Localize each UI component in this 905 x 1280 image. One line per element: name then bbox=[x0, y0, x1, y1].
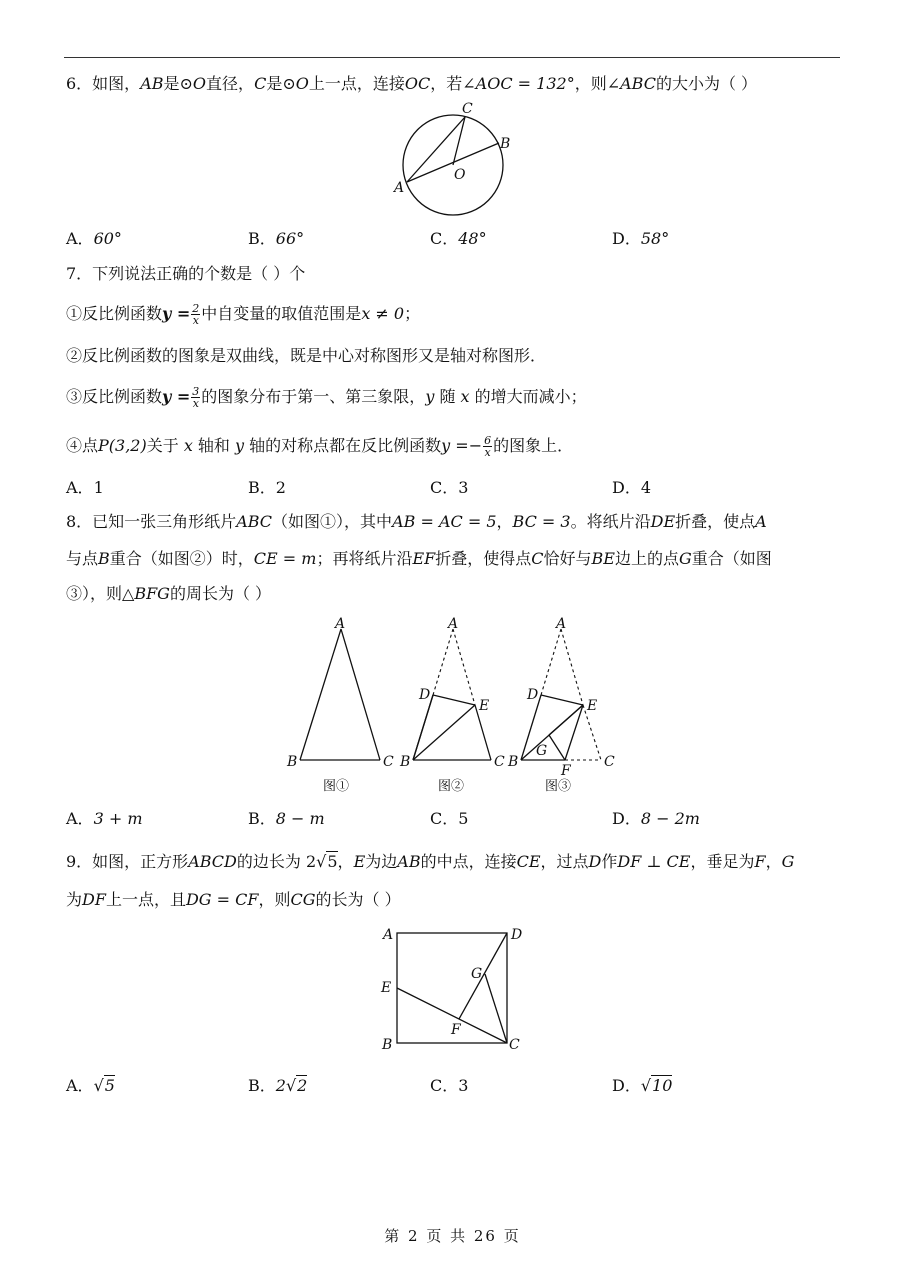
label-g: G bbox=[471, 966, 483, 982]
q7-option-b[interactable]: B．2 bbox=[248, 478, 286, 497]
label-a: A bbox=[383, 927, 394, 943]
q7-statement-2: ②反比例函数的图象是双曲线，既是中心对称图形又是轴对称图形． bbox=[66, 346, 547, 365]
label-f: F bbox=[451, 1022, 461, 1038]
f3-label-f: F bbox=[561, 763, 571, 779]
f3-label-b: B bbox=[508, 754, 519, 770]
page-footer: 第 2 页 共 26 页 bbox=[384, 1227, 521, 1245]
f3-label-a: A bbox=[556, 616, 567, 632]
q9-stem-line-2: 为DF上一点，且DG = CF，则CG的长为（ ） bbox=[66, 890, 401, 909]
q9-option-a[interactable]: A．√5 bbox=[66, 1076, 115, 1095]
segment-cg bbox=[485, 974, 507, 1043]
q7-option-d[interactable]: D．4 bbox=[612, 478, 652, 497]
q9-option-d[interactable]: D．√10 bbox=[612, 1076, 673, 1095]
q9-square-figure bbox=[375, 922, 535, 1061]
header-rule bbox=[64, 57, 840, 58]
f2-label-b: B bbox=[400, 754, 411, 770]
f3-label-c: C bbox=[604, 754, 615, 770]
q8-stem-line-3: ③），则△BFG的周长为（ ） bbox=[66, 584, 272, 603]
q8-figure-2 bbox=[399, 616, 505, 794]
q7-statement-1: ①反比例函数y = $\frac{2}{x}$ 中自变量的取值范围是x ≠ 0； bbox=[66, 302, 421, 327]
label-c: C bbox=[462, 101, 473, 117]
label-a: A bbox=[394, 180, 405, 196]
f1-label-b: B bbox=[287, 754, 298, 770]
caption-fig-2: 图② bbox=[438, 779, 465, 794]
q7-option-a[interactable]: A．1 bbox=[66, 478, 104, 497]
q8-option-c[interactable]: C．5 bbox=[430, 809, 469, 828]
q6-option-c[interactable]: C．48° bbox=[430, 229, 487, 248]
q6-option-b[interactable]: B．66° bbox=[248, 229, 305, 248]
f3-label-d: D bbox=[527, 687, 539, 703]
f2-label-d: D bbox=[419, 687, 431, 703]
q7-statement-3: ③反比例函数y = $\frac{3}{x}$ 的图象分布于第一、第三象限，y 随 x 的增大而减小； bbox=[66, 385, 587, 410]
label-c: C bbox=[509, 1037, 520, 1053]
q7-stem: 7．下列说法正确的个数是（ ）个 bbox=[66, 264, 306, 283]
q8-option-b[interactable]: B．8 − m bbox=[248, 809, 325, 828]
label-d: D bbox=[511, 927, 523, 943]
f2-label-c: C bbox=[494, 754, 505, 770]
segment-df bbox=[459, 933, 507, 1019]
f2-label-e: E bbox=[479, 698, 490, 714]
f1-label-a: A bbox=[335, 616, 346, 632]
q8-option-a[interactable]: A．3 + m bbox=[66, 809, 143, 828]
f3-label-g: G bbox=[536, 743, 548, 759]
label-b: B bbox=[382, 1037, 393, 1053]
f1-label-c: C bbox=[383, 754, 394, 770]
label-e: E bbox=[381, 980, 392, 996]
f3-label-e: E bbox=[587, 698, 598, 714]
caption-fig-1: 图① bbox=[323, 779, 350, 794]
q6-option-d[interactable]: D．58° bbox=[612, 229, 670, 248]
q8-triangle-figures bbox=[283, 615, 623, 804]
q7-option-c[interactable]: C．3 bbox=[430, 478, 469, 497]
label-o: O bbox=[454, 167, 466, 183]
q6-circle-figure bbox=[390, 100, 520, 224]
caption-fig-3: 图③ bbox=[545, 779, 572, 794]
q9-stem-line-1: 9．如图，正方形ABCD的边长为 2√5，E为边AB的中点，连接CE，过点D作DF ⊥ CE，垂足为F，G bbox=[66, 852, 795, 871]
label-b: B bbox=[500, 136, 511, 152]
q8-stem-line-2: 与点B重合（如图②）时，CE = m；再将纸片沿EF折叠，使得点C恰好与BE边上的点G重合（如图 bbox=[66, 549, 772, 568]
q8-stem-line-1: 8．已知一张三角形纸片ABC（如图①），其中AB = AC = 5，BC = 3。将纸片沿DE折叠，使点A bbox=[66, 512, 767, 531]
q7-statement-4: ④点P(3,2)关于 x 轴和 y 轴的对称点都在反比例函数y =− $\frac{6}{x}$ 的图象上． bbox=[66, 434, 574, 459]
q8-figure-1 bbox=[286, 616, 394, 794]
q8-option-d[interactable]: D．8 − 2m bbox=[612, 809, 700, 828]
q9-option-b[interactable]: B．2√2 bbox=[248, 1076, 308, 1095]
f2-label-a: A bbox=[448, 616, 459, 632]
q9-option-c[interactable]: C．3 bbox=[430, 1076, 469, 1095]
q8-figure-3 bbox=[507, 616, 615, 794]
q6-option-a[interactable]: A．60° bbox=[66, 229, 122, 248]
q6-stem: 6．如图，AB是⊙O直径，C是⊙O上一点，连接OC，若∠AOC = 132°，则∠ABC的大小为（ ） bbox=[66, 74, 758, 93]
